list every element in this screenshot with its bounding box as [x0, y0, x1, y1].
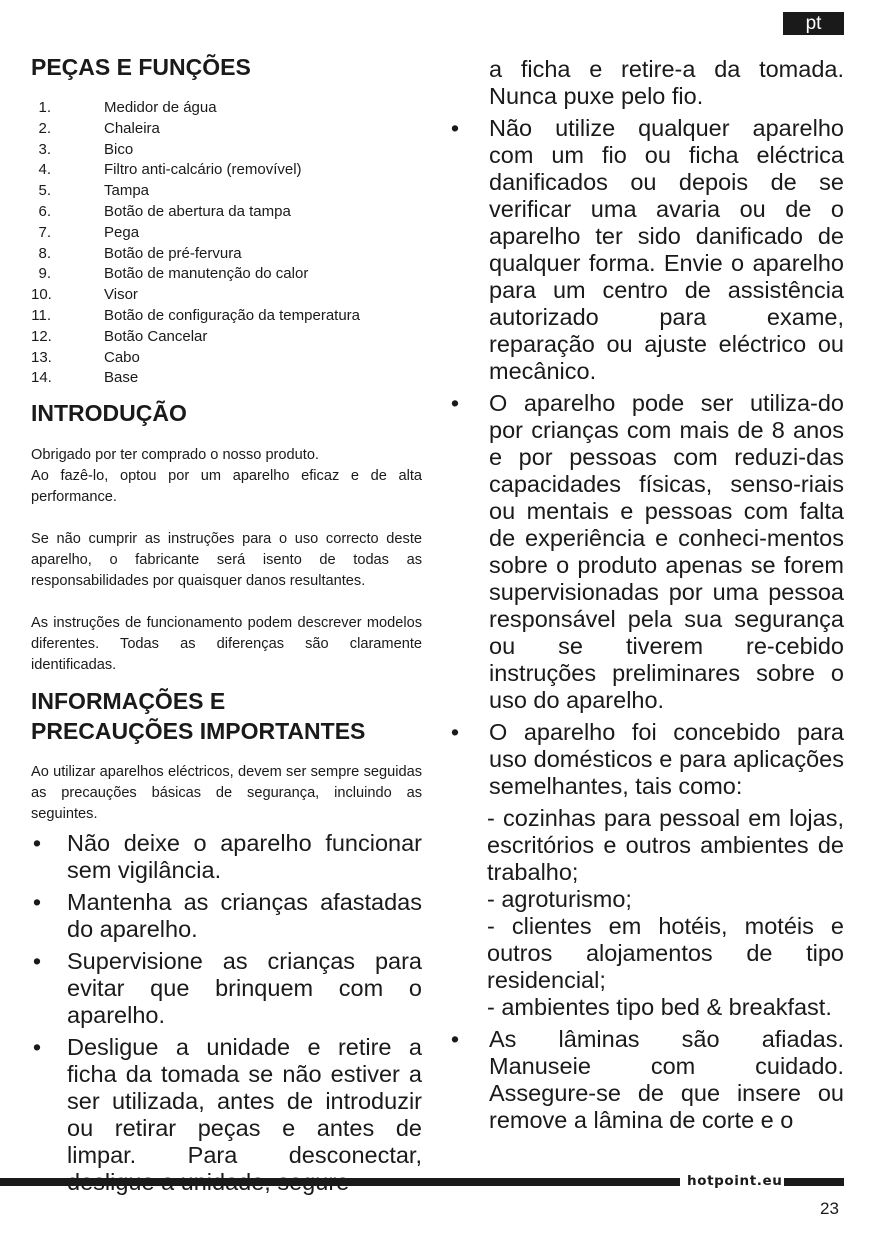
- part-number: 13.: [31, 348, 52, 366]
- usage-sub-item: - ambientes tipo bed & breakfast.: [487, 994, 832, 1020]
- bullet-dot: •: [450, 719, 460, 745]
- part-label: Medidor de água: [104, 99, 217, 116]
- bullet-text: Desligue a unidade e retire a ficha da tomada se não estiver a ser utilizada, antes de introduzir ou retirar peças e antes de limpar. Para desconectar,: [67, 1034, 422, 1169]
- part-label: Filtro anti-calcário (removível): [104, 161, 302, 179]
- part-label: Botão Cancelar: [104, 327, 208, 345]
- bullet-text: Não deixe o aparelho funcionar sem vigilância.: [67, 830, 422, 884]
- bullet-dot: •: [32, 889, 42, 916]
- left-column: [31, 52, 422, 1201]
- bullet-text: As lâminas são afiadas. Manuseie com cuidado. Assegure-se de que insere ou remove a lâmina de corte e o: [489, 1026, 844, 1133]
- part-label: Chaleira: [104, 119, 160, 137]
- safety-intro: Ao utilizar aparelhos eléctricos, devem ser sempre seguidas as precauções básicas de segurança, incluindo as seguintes.: [31, 764, 422, 823]
- parts-list-item: [31, 244, 422, 265]
- usage-sub-list: [447, 805, 844, 1021]
- part-label: Pega: [104, 223, 140, 241]
- safety-heading-line-2: PRECAUÇÕES IMPORTANTES: [31, 718, 366, 745]
- bullet-item: [31, 830, 422, 884]
- part-number: 7.: [38, 223, 51, 241]
- part-number: 6.: [38, 202, 51, 220]
- left-bullet-list: [31, 830, 422, 1196]
- brand-website: hotpoint.eu: [687, 1173, 783, 1189]
- part-number: 14.: [31, 369, 52, 387]
- bullet-dot: •: [450, 390, 460, 416]
- bullet-text: O aparelho pode ser utiliza-do por crianças com mais de 8 anos e por pessoas com reduzi-das capacidades físicas, senso-riais ou mentais e pessoas com falta de experiência e conheci-mentos sobre o produto apenas se forem supervisionadas por uma pessoa responsável pela sua segurança ou se tiverem re-cebido instruções preliminares sobre o uso do aparelho.: [489, 390, 844, 713]
- part-label: Tampa: [104, 182, 150, 200]
- parts-list-item: [31, 98, 422, 119]
- part-number: 8.: [38, 244, 51, 262]
- part-label: Botão de configuração da temperatura: [104, 306, 361, 324]
- part-label: Bico: [104, 140, 134, 158]
- bullet-dot: •: [32, 948, 42, 975]
- bullet-text: Supervisione as crianças para evitar que brinquem com o aparelho.: [67, 948, 422, 1029]
- parts-list-item: [31, 140, 422, 161]
- bullet-dot: •: [32, 830, 42, 857]
- intro-paragraph-1a: Obrigado por ter comprado o nosso produto.: [31, 447, 319, 464]
- usage-sub-item: - agroturismo;: [487, 886, 632, 912]
- intro-paragraph-3: As instruções de funcionamento podem descrever modelos diferentes. Todas as diferenças são claramente identificadas.: [31, 615, 422, 674]
- part-label: Cabo: [104, 348, 140, 366]
- parts-list-item: [31, 264, 422, 285]
- part-label: Botão de abertura da tampa: [104, 202, 291, 220]
- bullet-item: [31, 1034, 422, 1196]
- bullet-item: [447, 115, 844, 385]
- safety-heading-line-1: INFORMAÇÕES E: [31, 688, 226, 715]
- parts-list-item: [31, 368, 422, 389]
- part-label: Visor: [104, 286, 138, 304]
- parts-list-item: [31, 202, 422, 223]
- last-bullet-list: [447, 1026, 844, 1134]
- part-number: 11.: [31, 306, 51, 324]
- intro-paragraph-1b: Ao fazê-lo, optou por um aparelho eficaz e de alta performance.: [31, 468, 422, 506]
- bullet-item: [31, 889, 422, 943]
- bullet-dot: •: [32, 1034, 42, 1061]
- part-number: 10.: [31, 286, 52, 304]
- part-number: 2.: [38, 119, 51, 137]
- footer-rule-right: [784, 1178, 844, 1186]
- parts-list-item: [31, 327, 422, 348]
- part-label: Botão de manutenção do calor: [104, 265, 309, 283]
- introduction-heading: INTRODUÇÃO: [31, 400, 187, 427]
- page-number: 23: [820, 1199, 839, 1218]
- bullet-dot: •: [450, 115, 460, 141]
- right-column: [447, 56, 844, 1139]
- usage-sub-item: - clientes em hotéis, motéis e outros alojamentos de tipo residencial;: [487, 913, 844, 993]
- part-number: 3.: [38, 140, 51, 158]
- right-bullet-list: [447, 115, 844, 800]
- bullet-item: [447, 1026, 844, 1134]
- parts-list-item: [31, 160, 422, 181]
- parts-list-item: [31, 223, 422, 244]
- bullet-item: [31, 948, 422, 1029]
- parts-list: [31, 98, 422, 389]
- part-number: 1.: [38, 99, 51, 116]
- parts-list-item: [31, 285, 422, 306]
- usage-sub-item: - cozinhas para pessoal em lojas, escritórios e outros ambientes de trabalho;: [487, 805, 844, 885]
- part-label: Base: [104, 369, 139, 387]
- bullet-continuation: a ficha e retire-a da tomada. Nunca puxe pelo fio.: [489, 56, 844, 109]
- parts-list-item: [31, 306, 422, 327]
- part-label: Botão de pré-fervura: [104, 244, 242, 262]
- parts-list-item: [31, 348, 422, 369]
- part-number: 5.: [38, 182, 51, 200]
- parts-list-item: [31, 181, 422, 202]
- footer-rule-left: [0, 1178, 680, 1186]
- bullet-item: [447, 390, 844, 714]
- bullet-text: O aparelho foi concebido para uso domésticos e para aplicações semelhantes, tais como:: [489, 719, 844, 799]
- language-tab: pt: [783, 12, 844, 35]
- bullet-text: Não utilize qualquer aparelho com um fio ou ficha eléctrica danificados ou depois de se verificar uma avaria ou de o aparelho ter sido danificado de qualquer forma. Envie o aparelho para um centro de assistência autorizado para exame, reparação ou ajuste eléctrico ou mecânico.: [489, 115, 844, 384]
- intro-paragraph-2: Se não cumprir as instruções para o uso correcto deste aparelho, o fabricante será isento de todas as responsabilidades por quaisquer danos resultantes.: [31, 531, 422, 590]
- part-number: 9.: [38, 265, 51, 283]
- parts-heading: PEÇAS E FUNÇÕES: [31, 54, 251, 80]
- part-number: 4.: [38, 161, 51, 179]
- bullet-text: Mantenha as crianças afastadas do aparelho.: [67, 889, 422, 943]
- parts-list-item: [31, 119, 422, 140]
- part-number: 12.: [31, 327, 52, 345]
- bullet-dot: •: [450, 1026, 460, 1052]
- bullet-item: [447, 719, 844, 800]
